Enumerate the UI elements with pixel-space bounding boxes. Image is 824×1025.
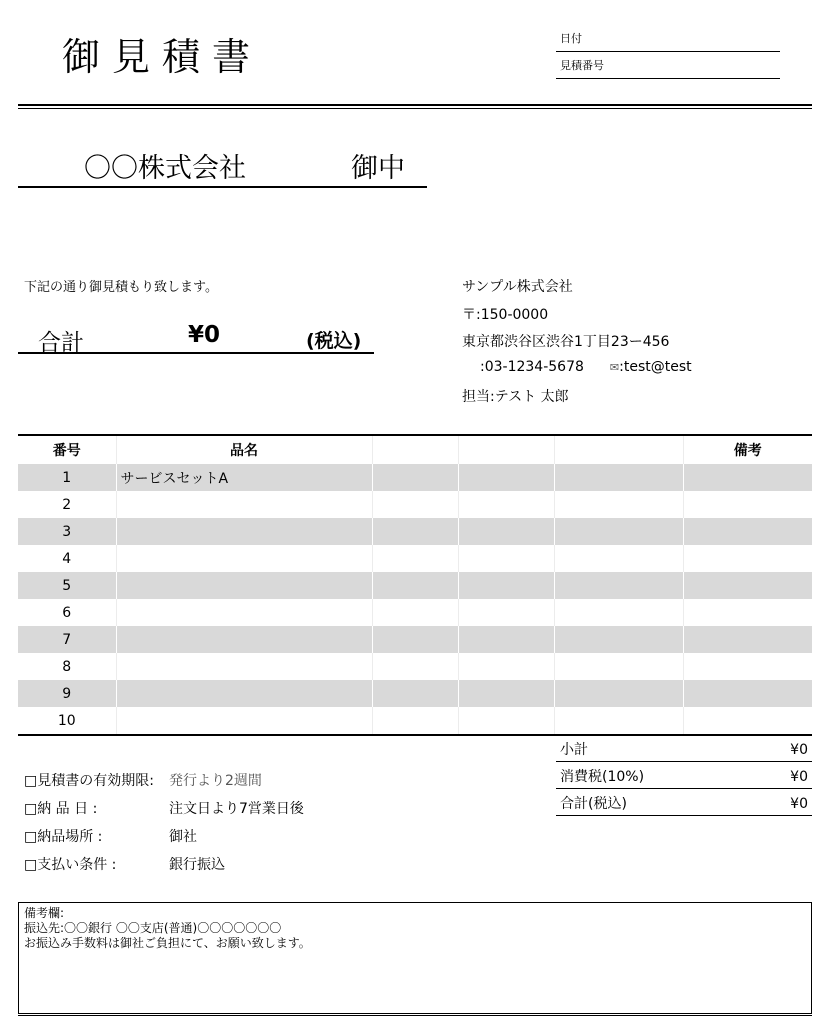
row-cell[interactable] xyxy=(683,545,812,572)
row-cell[interactable] xyxy=(458,491,554,518)
row-cell[interactable] xyxy=(683,572,812,599)
row-cell[interactable] xyxy=(458,626,554,653)
row-cell[interactable] xyxy=(372,518,458,545)
row-cell[interactable] xyxy=(683,680,812,707)
row-cell[interactable] xyxy=(458,518,554,545)
delivery-date-condition xyxy=(24,798,304,818)
row-cell[interactable] xyxy=(372,653,458,680)
tax-row xyxy=(556,765,812,789)
validity-value: 発行より2週間 xyxy=(169,773,262,789)
items-table xyxy=(18,434,812,736)
row-cell[interactable] xyxy=(458,572,554,599)
quote-number-label: 見積番号 xyxy=(560,59,604,72)
row-cell[interactable] xyxy=(554,545,683,572)
row-cell[interactable] xyxy=(372,545,458,572)
issuer-contact-line xyxy=(462,359,692,375)
row-cell[interactable] xyxy=(683,653,812,680)
row-cell[interactable] xyxy=(372,626,458,653)
issuer-address: 東京都渋谷区渋谷1丁目23ー456 xyxy=(462,334,670,350)
payment-label: □支払い条件 : xyxy=(24,857,117,873)
col-header-remarks: 備考 xyxy=(683,435,812,464)
delivery-date-label: □納 品 日 : xyxy=(24,801,98,817)
row-cell[interactable] xyxy=(683,491,812,518)
col-header-item-name: 品名 xyxy=(116,435,372,464)
row-cell[interactable] xyxy=(458,599,554,626)
table-row xyxy=(18,545,812,572)
quote-number-field[interactable] xyxy=(556,55,780,79)
row-cell[interactable] xyxy=(554,653,683,680)
table-row xyxy=(18,491,812,518)
col-header-5 xyxy=(554,435,683,464)
table-row xyxy=(18,653,812,680)
row-cell[interactable] xyxy=(372,572,458,599)
grand-total-value: ¥0 xyxy=(188,322,221,348)
validity-condition xyxy=(24,770,262,790)
tax-label: 消費税(10%) xyxy=(560,769,645,785)
row-number: 9 xyxy=(18,680,116,707)
row-cell[interactable] xyxy=(683,518,812,545)
row-cell[interactable] xyxy=(554,599,683,626)
date-label: 日付 xyxy=(560,32,582,45)
row-cell[interactable] xyxy=(372,599,458,626)
issuer-person: 担当:テスト 太郎 xyxy=(462,389,569,405)
total-value: ¥0 xyxy=(790,796,808,812)
row-cell[interactable] xyxy=(458,707,554,735)
row-cell[interactable] xyxy=(554,464,683,491)
row-number: 1 xyxy=(18,464,116,491)
grand-total-label: 合計 xyxy=(38,330,84,356)
payment-condition xyxy=(24,854,225,874)
subtotal-value: ¥0 xyxy=(790,742,808,758)
row-cell[interactable] xyxy=(683,707,812,735)
row-cell[interactable] xyxy=(458,653,554,680)
row-number: 2 xyxy=(18,491,116,518)
row-cell[interactable] xyxy=(372,464,458,491)
issuer-postal: 〒:150-0000 xyxy=(462,307,549,323)
delivery-date-value: 注文日より7営業日後 xyxy=(169,801,304,817)
row-cell[interactable] xyxy=(554,518,683,545)
table-row xyxy=(18,572,812,599)
row-cell[interactable] xyxy=(683,464,812,491)
remarks-heading: 備考欄: xyxy=(24,906,65,920)
table-row xyxy=(18,464,812,491)
col-header-number: 番号 xyxy=(18,435,116,464)
header-divider xyxy=(18,104,812,106)
delivery-place-condition xyxy=(24,826,197,846)
grand-total-block xyxy=(18,322,374,354)
document-title: 御見積書 xyxy=(62,35,263,79)
table-header-row xyxy=(18,435,812,464)
remarks-line-bank: 振込先:〇〇銀行 〇〇支店(普通)〇〇〇〇〇〇〇 xyxy=(24,921,282,935)
row-item-name[interactable] xyxy=(116,545,372,572)
table-row xyxy=(18,707,812,735)
row-cell[interactable] xyxy=(458,545,554,572)
remarks-box[interactable] xyxy=(18,902,812,1014)
row-number: 3 xyxy=(18,518,116,545)
row-number: 8 xyxy=(18,653,116,680)
col-header-4 xyxy=(458,435,554,464)
date-field[interactable] xyxy=(556,28,780,52)
row-cell[interactable] xyxy=(372,707,458,735)
row-cell[interactable] xyxy=(683,599,812,626)
payment-value: 銀行振込 xyxy=(169,857,225,873)
table-row xyxy=(18,518,812,545)
subtotal-label: 小計 xyxy=(560,742,588,758)
issuer-phone: :03-1234-5678 xyxy=(480,359,584,375)
table-row xyxy=(18,680,812,707)
header-divider-thin xyxy=(18,108,812,109)
bottom-divider xyxy=(18,1015,812,1016)
row-item-name[interactable]: サービスセットA xyxy=(116,464,372,491)
intro-text: 下記の通り御見積もり致します。 xyxy=(24,280,218,295)
row-item-name[interactable] xyxy=(116,626,372,653)
delivery-place-label: □納品場所 : xyxy=(24,829,103,845)
row-item-name[interactable] xyxy=(116,491,372,518)
recipient-line xyxy=(18,140,427,188)
table-row xyxy=(18,599,812,626)
row-number: 5 xyxy=(18,572,116,599)
col-header-3 xyxy=(372,435,458,464)
row-cell[interactable] xyxy=(683,626,812,653)
row-item-name[interactable] xyxy=(116,680,372,707)
row-item-name[interactable] xyxy=(116,653,372,680)
issuer-email: :test@test xyxy=(619,359,692,375)
row-cell[interactable] xyxy=(554,626,683,653)
total-label: 合計(税込) xyxy=(560,796,627,812)
row-cell[interactable] xyxy=(554,572,683,599)
row-item-name[interactable] xyxy=(116,518,372,545)
row-item-name[interactable] xyxy=(116,599,372,626)
row-cell[interactable] xyxy=(458,680,554,707)
email-icon: ✉ xyxy=(609,361,620,374)
delivery-place-value: 御社 xyxy=(169,829,197,845)
row-item-name[interactable] xyxy=(116,572,372,599)
recipient-name[interactable]: 〇〇株式会社 xyxy=(84,153,246,184)
row-number: 10 xyxy=(18,707,116,735)
row-number: 7 xyxy=(18,626,116,653)
row-number: 6 xyxy=(18,599,116,626)
row-number: 4 xyxy=(18,545,116,572)
row-cell[interactable] xyxy=(372,491,458,518)
row-cell[interactable] xyxy=(554,707,683,735)
row-cell[interactable] xyxy=(372,680,458,707)
recipient-honorific: 御中 xyxy=(351,153,405,184)
row-item-name[interactable] xyxy=(116,707,372,735)
table-row xyxy=(18,626,812,653)
row-cell[interactable] xyxy=(458,464,554,491)
validity-label: □見積書の有効期限: xyxy=(24,773,154,789)
tax-value: ¥0 xyxy=(790,769,808,785)
grand-total-tax-note: (税込) xyxy=(306,330,362,352)
remarks-line-fee: お振込み手数料は御社ご負担にて、お願い致します。 xyxy=(24,936,311,950)
issuer-company: サンプル株式会社 xyxy=(462,279,573,295)
subtotal-row xyxy=(556,738,812,762)
row-cell[interactable] xyxy=(554,680,683,707)
row-cell[interactable] xyxy=(554,491,683,518)
total-row xyxy=(556,792,812,816)
